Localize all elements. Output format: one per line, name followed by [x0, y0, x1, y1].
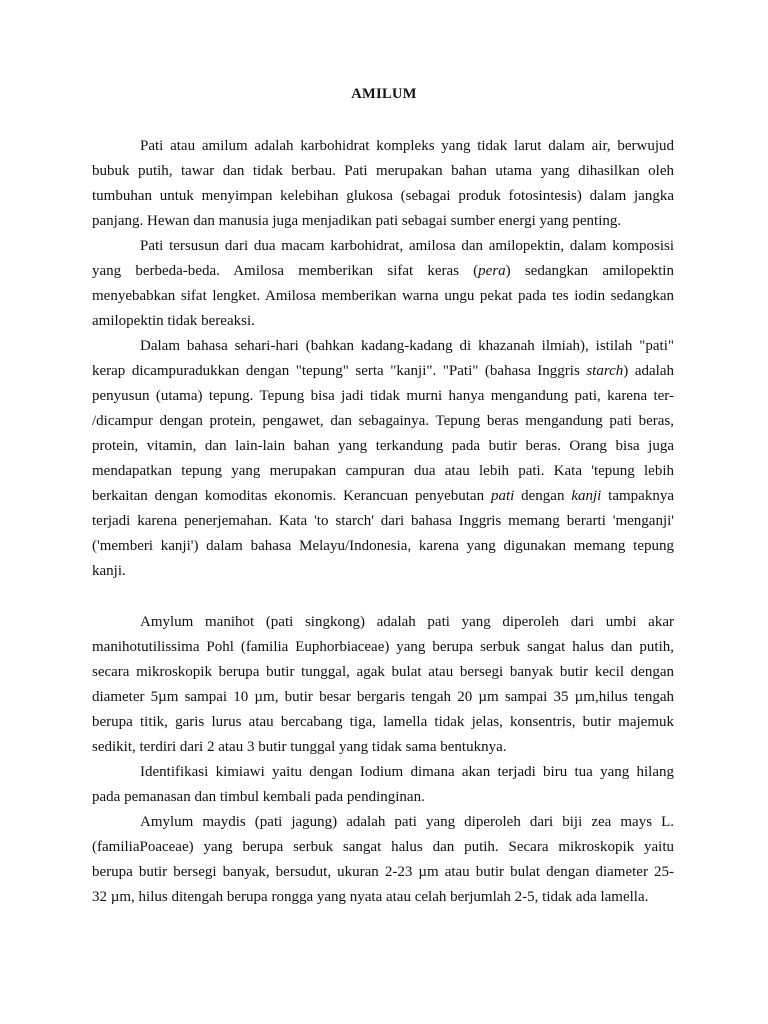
text-line [92, 712, 674, 732]
italic-text: kanji [571, 488, 602, 504]
text-line [140, 136, 674, 156]
text-line [92, 361, 674, 381]
text-segment: dengan [514, 488, 572, 504]
text-line [92, 662, 674, 682]
text-segment: ('memberi kanji') dalam bahasa Melayu/Indonesia, karena yang digunakan memang tepung [92, 538, 674, 554]
text-segment: Identifikasi kimiawi yaitu dengan Iodium dimana akan terjadi biru tua yang hilang [140, 764, 674, 780]
text-segment: yang berbeda-beda. Amilosa memberikan sifat keras ( [92, 263, 479, 279]
text-segment: manihotutilissima Pohl (familia Euphorbiaceae) yang berupa serbuk sangat halus dan putih, [92, 639, 674, 655]
text-segment: Pati tersusun dari dua macam karbohidrat, amilosa dan amilopektin, dalam komposisi [140, 238, 674, 254]
text-segment: panjang. Hewan dan manusia juga menjadikan pati sebagai sumber energi yang penting. [92, 213, 622, 229]
text-line [92, 386, 674, 406]
text-line [92, 411, 674, 431]
text-segment: protein, vitamin, dan lain-lain bahan yang terkandung pada butir beras. Orang bisa juga [92, 438, 674, 454]
text-line [92, 687, 674, 707]
text-line [92, 211, 621, 231]
text-line [92, 561, 126, 581]
text-segment: menyebabkan sifat lengket. Amilosa memberikan warna ungu pekat pada tes iodin sedangkan [92, 288, 674, 304]
text-segment: tampaknya [601, 488, 674, 504]
text-line [92, 186, 674, 206]
text-segment: Pati atau amilum adalah karbohidrat kompleks yang tidak larut dalam air, berwujud [140, 138, 674, 154]
text-segment: Dalam bahasa sehari-hari (bahkan kadang-kadang di khazanah ilmiah), istilah "pati" [140, 338, 674, 354]
text-line [92, 787, 425, 807]
text-line [92, 637, 674, 657]
text-line [92, 862, 674, 882]
text-line [92, 286, 674, 306]
text-segment: kerap dicampuradukkan dengan "tepung" serta "kanji". "Pati" (bahasa Inggris [92, 363, 587, 379]
text-segment: pada pemanasan dan timbul kembali pada pendinginan. [92, 789, 425, 805]
italic-text: starch [586, 363, 624, 379]
text-line [140, 236, 674, 256]
italic-text: pera [478, 263, 506, 279]
text-line [92, 261, 674, 281]
text-line [92, 436, 674, 456]
text-segment: /dicampur dengan protein, pengawet, dan sebagainya. Tepung beras mengandung pati beras, [92, 413, 674, 429]
text-segment: 32 µm, hilus ditengah berupa rongga yang nyata atau celah berjumlah 2-5, tidak ada lamella. [92, 889, 649, 905]
text-line [92, 461, 674, 481]
text-line [92, 311, 255, 331]
text-segment: tumbuhan untuk menyimpan kelebihan glukosa (sebagai produk fotosintesis) dalam jangka [92, 188, 674, 204]
text-line [140, 612, 674, 632]
text-line [92, 887, 648, 907]
text-segment: ) adalah [623, 363, 674, 379]
text-segment: mendapatkan tepung yang merupakan campuran dua atau lebih pati. Kata 'tepung lebih [92, 463, 674, 479]
text-line [140, 762, 674, 782]
text-line [140, 336, 674, 356]
text-line [92, 486, 674, 506]
text-segment: berupa butir bersegi banyak, bersudut, ukuran 2-23 µm atau butir bulat dengan diameter 25- [92, 864, 674, 880]
text-segment: diameter 5µm sampai 10 µm, butir besar bergaris tengah 20 µm sampai 35 µm,hilus tengah [92, 689, 674, 705]
text-line [140, 812, 674, 832]
text-segment: penyusun (utama) tepung. Tepung bisa jadi tidak murni hanya mengandung pati, karena ter- [92, 388, 674, 404]
text-segment: kanji. [92, 563, 126, 579]
text-segment: berupa titik, garis lurus atau bercabang tiga, lamella tidak jelas, konsentris, butir majemuk [92, 714, 674, 730]
text-segment: bubuk putih, tawar dan tidak berbau. Pati merupakan bahan utama yang dihasilkan oleh [92, 163, 674, 179]
text-segment: ) sedangkan amilopektin [505, 263, 674, 279]
italic-text: pati [490, 488, 515, 504]
text-line [92, 511, 674, 531]
text-line [92, 837, 674, 857]
page-title: AMILUM [351, 86, 417, 102]
text-segment: (familiaPoaceae) yang berupa serbuk sangat halus dan putih. Secara mikroskopik yaitu [92, 839, 674, 855]
text-segment: Amylum maydis (pati jagung) adalah pati yang diperoleh dari biji zea mays L. [140, 814, 674, 830]
text-segment: Amylum manihot (pati singkong) adalah pati yang diperoleh dari umbi akar [140, 614, 674, 630]
text-segment: terjadi karena penerjemahan. Kata 'to starch' dari bahasa Inggris memang berarti 'menganji' [92, 513, 674, 529]
text-line [92, 536, 674, 556]
text-segment: secara mikroskopik berupa butir tunggal, agak bulat atau bersegi banyak butir kecil dengan [92, 664, 674, 680]
text-segment: sedikit, terdiri dari 2 atau 3 butir tunggal yang tidak sama bentuknya. [92, 739, 507, 755]
text-segment: amilopektin tidak bereaksi. [92, 313, 255, 329]
text-line [92, 161, 674, 181]
text-line [92, 737, 506, 757]
text-segment: berkaitan dengan komoditas ekonomis. Kerancuan penyebutan [92, 488, 491, 504]
